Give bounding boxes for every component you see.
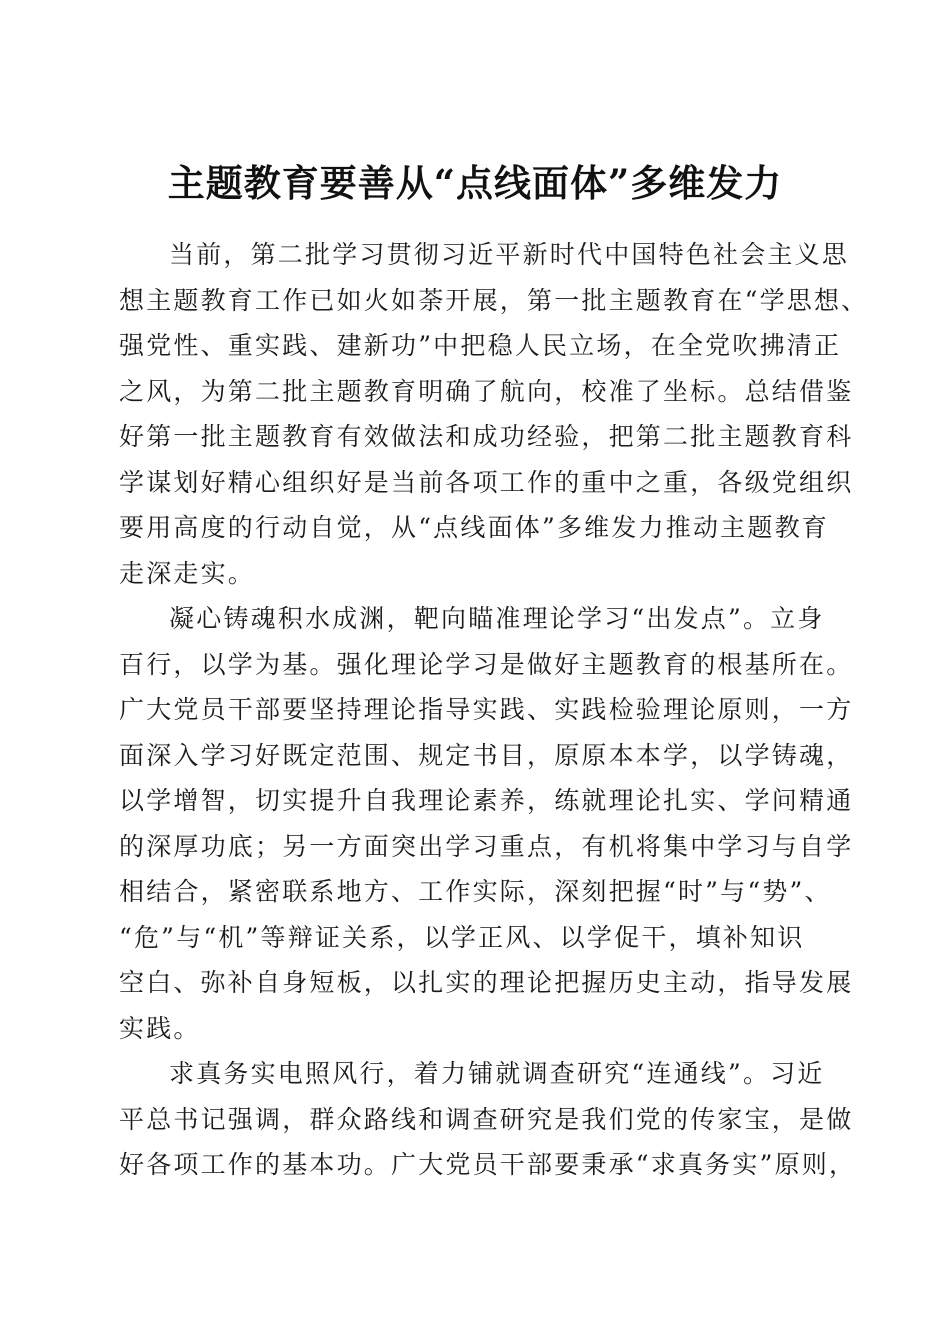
paragraph-line: 广大党员干部要坚持理论指导实践、实践检验理论原则，一方 [119,695,854,724]
paragraph-line: 强党性、重实践、建新功”中把稳人民立场，在全党吹拂清正 [119,331,842,360]
document-title: 主题教育要善从“点线面体”多维发力 [167,160,783,205]
paragraph-line: 百行，以学为基。强化理论学习是做好主题教育的根基所在。 [119,649,854,679]
paragraph-1 [119,232,869,596]
paragraph-line: 面深入学习好既定范围、规定书目，原原本本学，以学铸魂， [119,740,854,770]
paragraph-line: 好各项工作的基本功。广大党员干部要秉承“求真务实”原则， [119,1150,857,1179]
paragraph-line: 当前，第二批学习贯彻习近平新时代中国特色社会主义思 [169,240,850,269]
document-body [119,232,869,1188]
paragraph-line: 相结合，紧密联系地方、工作实际，深刻把握“时”与“势”、 [119,877,832,906]
paragraph-3 [119,1051,857,1188]
paragraph-line: 空白、弥补自身短板，以扎实的理论把握历史主动，指导发展 [119,968,854,997]
paragraph-line: 要用高度的行动自觉，从“点线面体”多维发力推动主题教育 [119,513,829,542]
paragraph-line: 之风，为第二批主题教育明确了航向，校准了坐标。总结借鉴 [119,376,854,406]
paragraph-line: 的深厚功底；另一方面突出学习重点，有机将集中学习与自学 [119,831,854,861]
paragraph-line: 求真务实电照风行，着力铺就调查研究“连通线”。习近 [169,1059,825,1088]
paragraph-line: 走深走实。 [119,558,256,588]
paragraph-line: “危”与“机”等辩证关系，以学正风、以学促干，填补知识 [119,922,805,952]
paragraph-line: 好第一批主题教育有效做法和成功经验，把第二批主题教育科 [119,422,854,451]
paragraph-line: 凝心铸魂积水成渊，靶向瞄准理论学习“出发点”。立身 [169,604,825,633]
paragraph-line: 以学增智，切实提升自我理论素养，练就理论扎实、学问精通 [119,786,854,815]
paragraph-2 [119,596,854,1051]
paragraph-line: 实践。 [119,1013,201,1043]
paragraph-line: 平总书记强调，群众路线和调查研究是我们党的传家宝，是做 [119,1104,854,1134]
paragraph-line: 学谋划好精心组织好是当前各项工作的重中之重，各级党组织 [119,467,854,497]
paragraph-line: 想主题教育工作已如火如荼开展，第一批主题教育在“学思想、 [119,285,869,315]
